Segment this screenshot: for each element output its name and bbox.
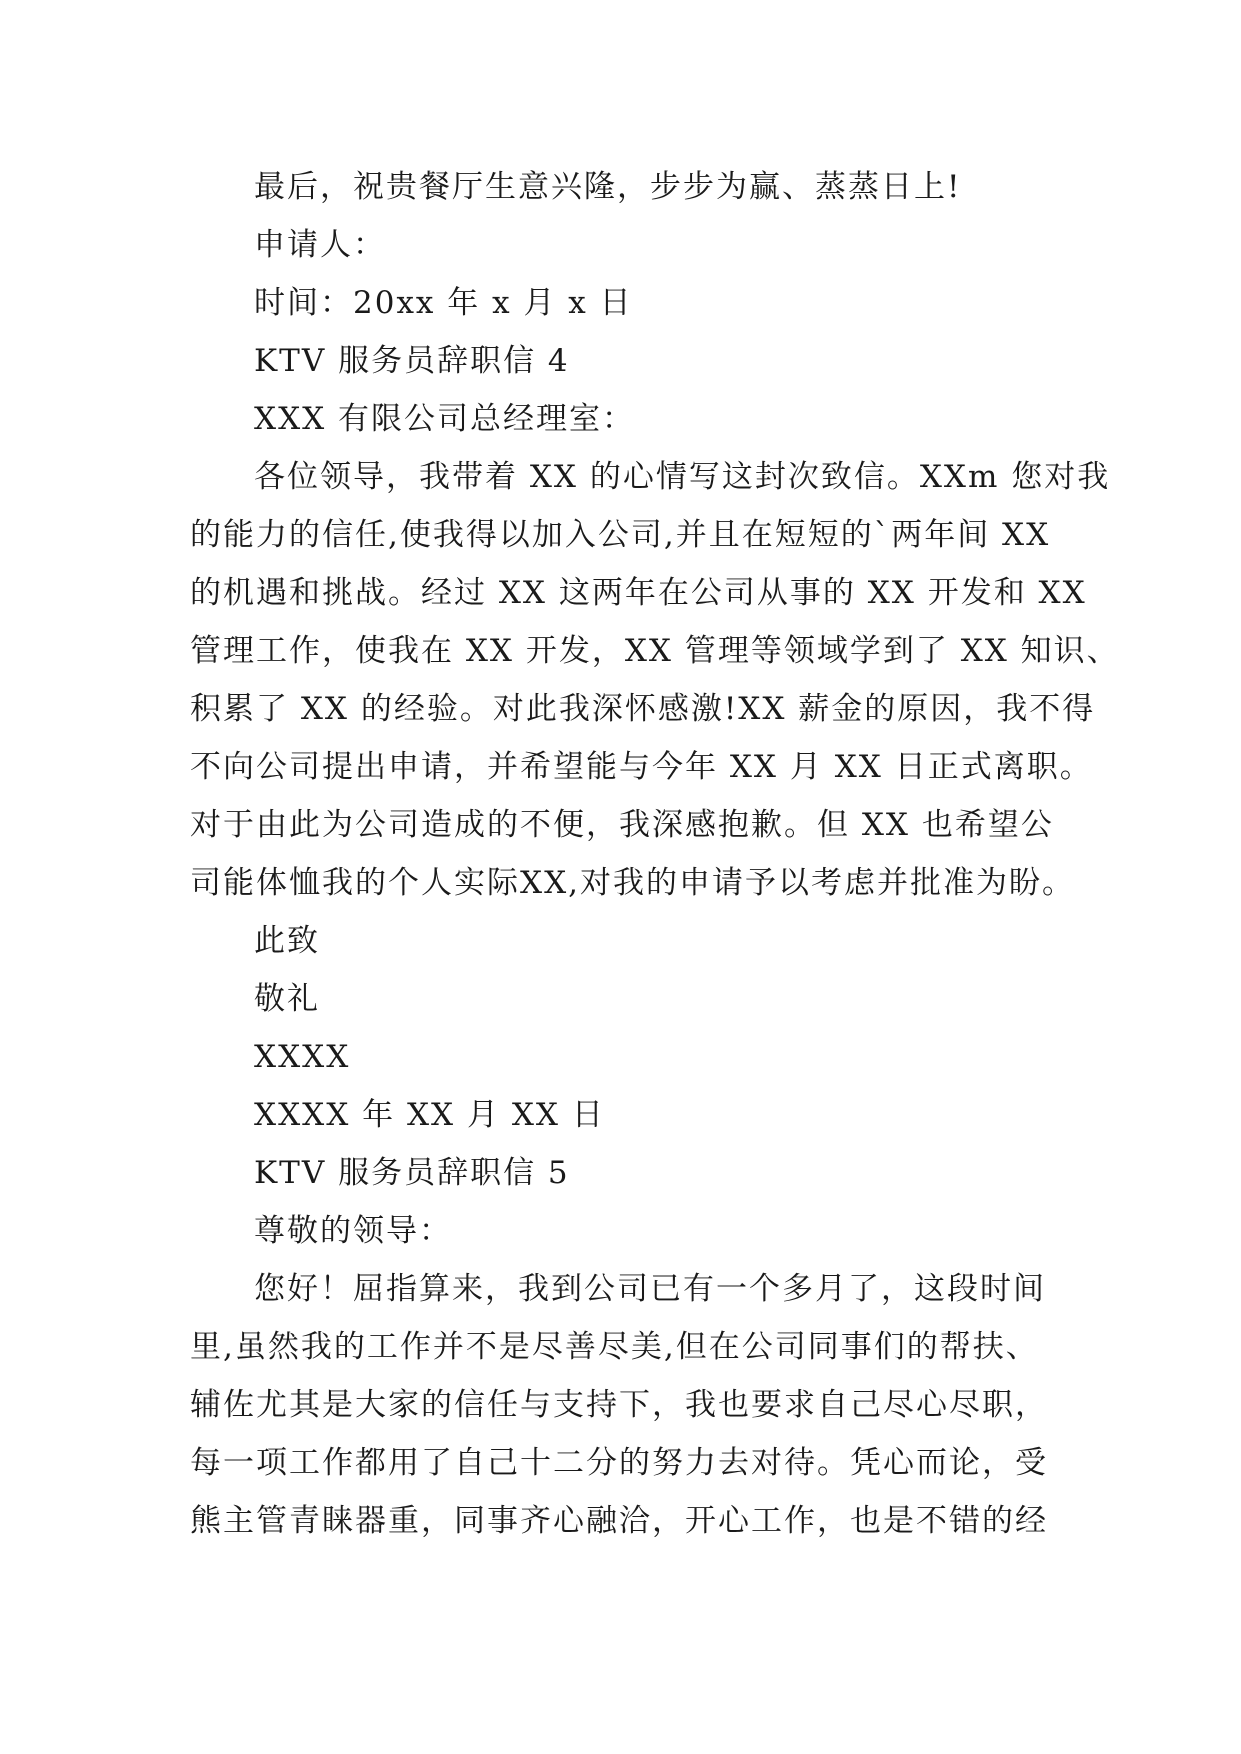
paragraph-line: 司能体恤我的个人实际XX,对我的申请予以考虑并批准为盼。: [190, 865, 1075, 901]
paragraph-line: 各位领导，我带着 XX 的心情写这封次致信。XXm 您对我: [254, 459, 1111, 495]
paragraph-line: 管理工作，使我在 XX 开发，XX 管理等领域学到了 XX 知识、: [190, 633, 1120, 669]
closing-wish-line: 最后，祝贵餐厅生意兴隆，步步为赢、蒸蒸日上!: [254, 169, 962, 205]
paragraph-line: 对于由此为公司造成的不便，我深感抱歉。但 XX 也希望公: [190, 807, 1054, 843]
signature-line: XXXX: [254, 1039, 351, 1075]
signature-date-line: XXXX 年 XX 月 XX 日: [254, 1097, 605, 1133]
paragraph-line: 积累了 XX 的经验。对此我深怀感激!XX 薪金的原因，我不得: [190, 691, 1096, 727]
paragraph-line: 的能力的信任,使我得以加入公司,并且在短短的`两年间 XX: [190, 517, 1051, 553]
applicant-label: 申请人：: [254, 227, 386, 263]
date-line: 时间：20xx 年 x 月 x 日: [254, 285, 633, 321]
document-body: [190, 158, 1120, 1550]
greeting-line: 尊敬的领导：: [254, 1213, 452, 1249]
paragraph-line: 里,虽然我的工作并不是尽善尽美,但在公司同事们的帮扶、: [190, 1329, 1039, 1365]
letter-paragraph-2: [190, 1260, 1070, 1550]
salutation-line: 此致: [254, 923, 320, 959]
paragraph-line: 的机遇和挑战。经过 XX 这两年在公司从事的 XX 开发和 XX: [190, 575, 1087, 611]
regards-line: 敬礼: [254, 981, 320, 1017]
paragraph-line: 辅佐尤其是大家的信任与支持下，我也要求自己尽心尽职，: [190, 1387, 1048, 1423]
letter-paragraph-1: [190, 448, 1120, 912]
paragraph-line: 熊主管青睐器重，同事齐心融洽，开心工作，也是不错的经: [190, 1503, 1048, 1539]
section-title-5: KTV 服务员辞职信 5: [254, 1155, 570, 1191]
paragraph-line: 您好！屈指算来，我到公司已有一个多月了，这段时间: [254, 1271, 1046, 1307]
paragraph-line: 每一项工作都用了自己十二分的努力去对待。凭心而论，受: [190, 1445, 1048, 1481]
recipient-line: XXX 有限公司总经理室：: [254, 401, 636, 437]
paragraph-line: 不向公司提出申请，并希望能与今年 XX 月 XX 日正式离职。: [190, 749, 1093, 785]
section-title-4: KTV 服务员辞职信 4: [254, 343, 570, 379]
